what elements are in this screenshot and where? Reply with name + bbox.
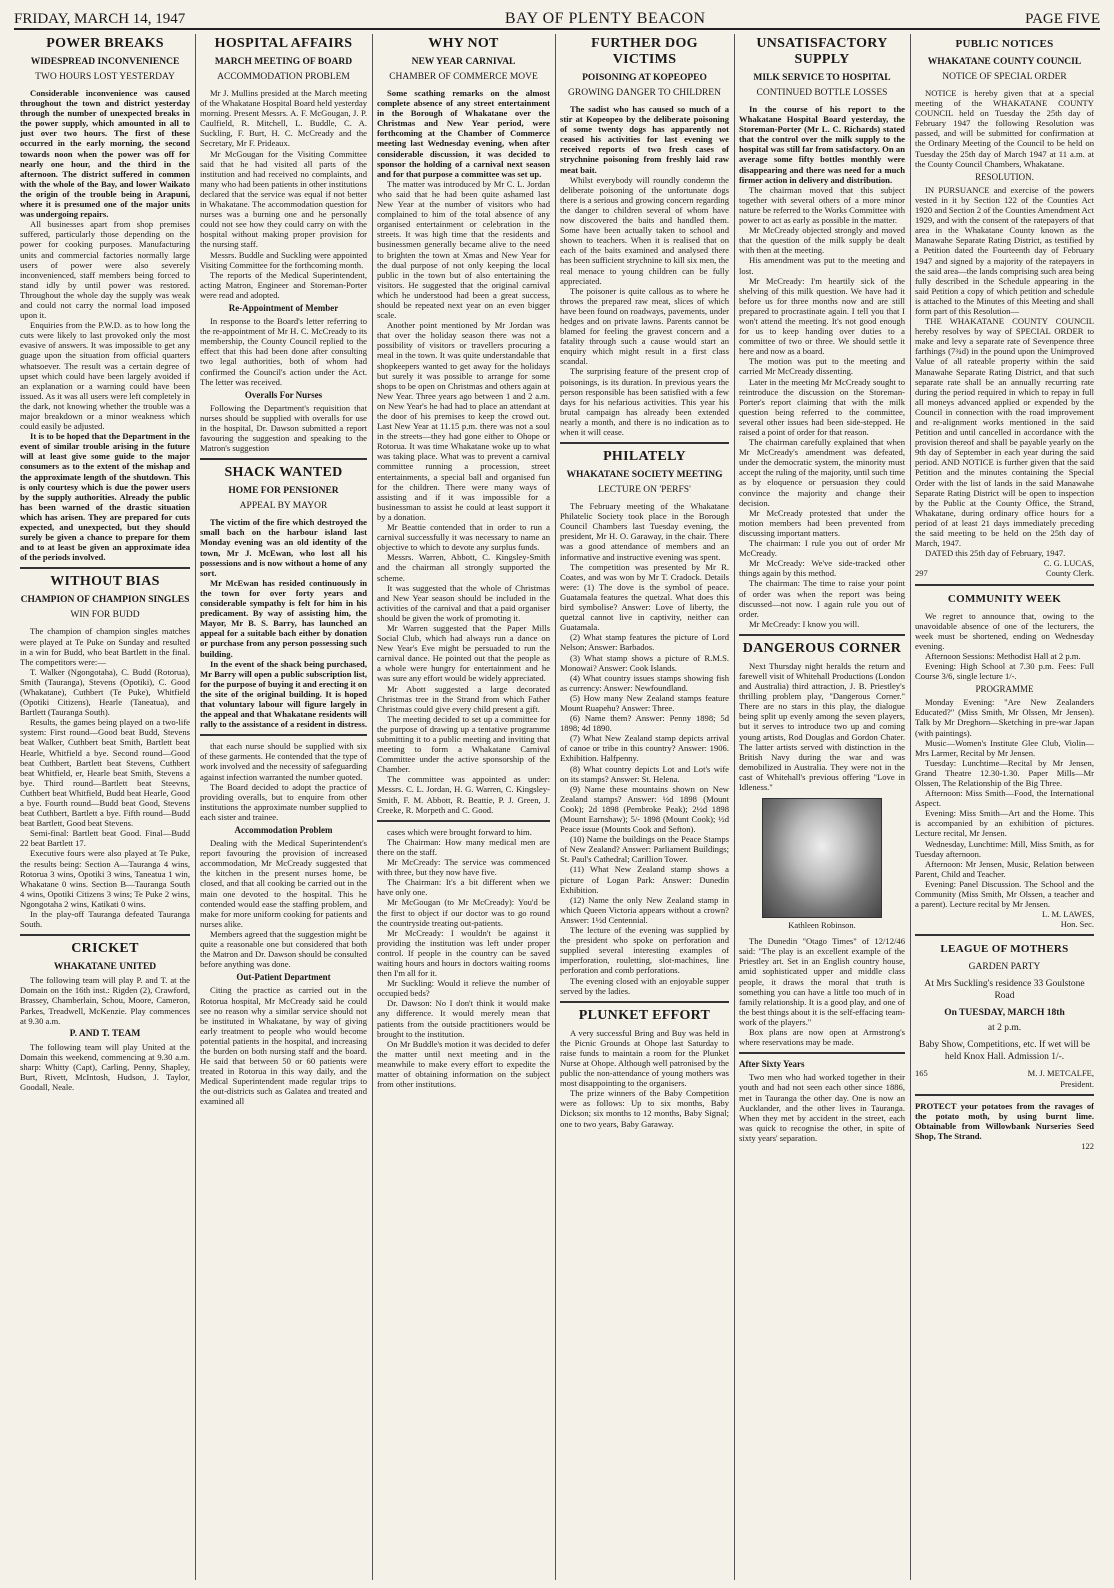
paragraph: Mr McEwan has resided continuously in the town for over forty years and considerable sympathy is felt for him in his predicament. By way of assisting him, the Mayor, Mr B. S. Barry, has launched an appeal for a suitable bach either by donation or purchase from any person possessing such building. — [200, 577, 367, 659]
paragraph: (10) Name the buildings on the Peace Stamps of New Zealand? Answer: Parliament Buildings; St. Paul's Cathedral; Carillion Tower. — [560, 834, 729, 865]
issue-date: FRIDAY, MARCH 14, 1947 — [14, 11, 186, 27]
section-head: Re-Appointment of Member — [228, 302, 339, 313]
paragraph: Afternoon: Miss Smith—Food, the International Aspect. — [915, 788, 1094, 809]
subhead: CONTINUED BOTTLE LOSSES — [756, 88, 888, 98]
paragraph: The following team will play P. and T. at the Domain on the 16th inst.: Rigden (2), Crawford, Brassey, Chamberlain, Schou, Moore, Cameron, Parkes, Treadwell, McKenzie. Play commences at 9.30 a.m. — [20, 975, 190, 1026]
column-4 — [560, 34, 729, 1582]
paragraph: Afternoon: Mr Jensen, Music, Relation between Parent, Child and Teacher. — [915, 858, 1094, 879]
paragraph: The chairman moved that this subject together with several others of a more minor nature be referred to the Works Committee with power to act as early as possible in the matter. — [739, 184, 905, 226]
paragraph: Mr McGougan for the Visiting Committee said that he had visited all parts of the institution and had received no complaints, and many who had been patients in other institutions declared that the service was equal if not better in Whakatane. The accommodation question for nurses was a burning one and he personally could not see how they could carry on with the hospital without making proper provision for the nursing staff. — [200, 148, 367, 250]
portrait-photo — [762, 798, 882, 918]
paragraph: It was suggested that the whole of Christmas and New Year season should be included in the activities of the carnival and that a paid organiser should be given the work of promoting it. — [377, 582, 550, 623]
signature-role: President. — [1060, 1078, 1094, 1089]
paragraph: THE WHAKATANE COUNTY COUNCIL hereby resolves by way of SPECIAL ORDER to make and levy a separate rate of Sevenpence three farthings (7¾d) in the pound upon the Unimproved Value of all rateable property within the said Manawahe Separate Rating District, and that such separate rate shall be an annually recurring rate during the period required in which to repay in full all moneys advanced applied or expended by the Council in connection with the road improvement and re-alignment works mentioned in the said Petition and until cancelled in accordance with the provision thereof and shall be payable yearly on the 9th day of September in each year during the said period. AND NOTICE is further given that the said Petition and the minutes containing the Special Order with the list of lands in the said Manawahe Separate Rating District will be open to inspection by the Public at the County Office, the Strand, Whakatane, during ordinary office hours for a period of at least 21 days immediately preceding the said meeting to be held on the 25th day of March, 1947. — [915, 316, 1094, 549]
signature: L. M. LAWES, — [1042, 909, 1094, 920]
paragraph: The poisoner is quite callous as to where he throws the prepared raw meat, slices of which have been found on roadways, pavements, under hedges and on private lawns. Parents cannot be blamed for feeling the gravest concern and a fatality through such a cause would start an enquiry which might result in a first class scandal. — [560, 285, 729, 367]
paragraph: (2) What stamp features the picture of Lord Nelson; Answer: Barbados. — [560, 632, 729, 653]
subhead: WHAKATANE UNITED — [53, 962, 157, 973]
paragraph: A very successful Bring and Buy was held in the Picnic Grounds at Ohope last Saturday to raise funds to maintain a room for the Plunket Nurse at Ohope. Although well patronised by the public the non-attendance of young mothers was most disappointing to the organisers. — [560, 1027, 729, 1089]
paragraph: cases which were brought forward to him. — [387, 826, 532, 837]
divider — [915, 1094, 1094, 1096]
paragraph: Mr Beattie contended that in order to run a carnival successfully it was necessary to name an objective to which to devote any surplus funds. — [377, 522, 550, 553]
paragraph: Mr McCready protested that under the motion members had been prevented from discussing important matters. — [739, 507, 905, 538]
divider — [20, 567, 190, 569]
paragraph: In the event of the shack being purchased, Mr Barry will open a public subscription list, for the purpose of buying it and erecting it on the site of the original building. It is hoped that voluntary labour will figure largely in the appeal and that Whakatane residents will rally to the assistance of a resident in distress. — [200, 658, 367, 730]
ad-number: 297 — [915, 568, 928, 579]
signature-line — [915, 1068, 1094, 1078]
paragraph: Monday Evening: "Are New Zealanders Educated?" (Miss Smith, Mr Olssen, Mr Jensen). Talk by Mr Dreghorn—Sketching in pre-war Japan (with paintings). — [915, 697, 1094, 738]
paragraph: The Board decided to adopt the practice of providing overalls, but to enquire from other institutions the approximate number supplied to each sister and trainee. — [200, 781, 367, 822]
paragraph: The champion of champion singles matches were played at Te Puke on Sunday and resulted in a win for Budd, who beat Bartlett in the final. The competitors were:— — [20, 626, 190, 667]
ad-number: 165 — [915, 1068, 928, 1079]
paragraph: Mr McCready: The service was commenced with three, but they now have five. — [377, 857, 550, 878]
event-time: at 2 p.m. — [987, 1023, 1022, 1034]
column-rule — [734, 34, 735, 1580]
subhead: WIDESPREAD INCONVENIENCE — [30, 57, 180, 67]
paragraph: Mr Warren suggested that the Paper Mills Social Club, which had always run a dance on New Year's Eve might be persuaded to run the carnival dance. He pointed out that the people as a whole were hungry for entertainment and he was sure any effort would be widely appreciated. — [377, 622, 550, 684]
divider — [560, 1001, 729, 1003]
paragraph: Mr McCready objected strongly and moved that the question of the milk supply be dealt with then at the meeting. — [739, 225, 905, 256]
paragraph: (8) What country depicts Lot and Lot's wife on its stamps? Answer: St. Helena. — [560, 763, 729, 784]
paragraph: Evening: Panel Discussion. The School and the Community (Miss Smith, Mr Olssen, a teacher and a parent). Lecture recital by Mr Jensen. — [915, 878, 1094, 910]
paragraph: The following team will play United at the Domain this weekend, commencing at 9.30 a.m. sharp: Whitty (Capt), Carling, Penny, Shapley, Burt, Rivett, McIntosh, Hudson, J. Taylor, Goodall, Neale. — [20, 1041, 190, 1093]
paragraph: Next Thursday night heralds the return and farewell visit of Whitehall Productions (London and Australia) third attraction, J. B. Priestley's thrilling problem play, "Dangerous Corner." There are no stars in this play, the dialogue being split up evenly among the seven players, but it serves to introduce two up and coming young artists, Rod Douglas and Gordon Chater. The latter artists served with distinction in the British Navy during the war and was demobilized in Australia. They were not in the cast of Whitehall's previous offering "Love in Idleness." — [739, 660, 905, 792]
divider — [739, 634, 905, 636]
paragraph: (12) Name the only New Zealand stamp in which Queen Victoria appears without a crown? Answer: 1½d Centennial. — [560, 894, 729, 925]
paragraph: Results, the games being played on a two-life system: First round—Good beat Budd, Stevens beat Walker, Cuthbert beat Smith, Bartlett beat Hearle, Whitfield a bye. Second round—Good beat Cuthbert, Bartlett beat Stevens, Cuthbert beat Whitfield, er, Hearle beat Smith, Stevens a bye. Third round—Bartlett beat Steevns, Cuthbert beat Whitfield, Budd beat Hearle, Good a bye. Fourth round—Budd beat Good, Stevens beat Cuthbert, Bartlett a bye. Fifth round—Budd beat Bartlett, Good beat Stevens. — [20, 717, 190, 829]
subhead: WIN FOR BUDD — [70, 610, 140, 621]
headline-cricket: CRICKET — [71, 941, 139, 957]
headline-league-of-mothers: LEAGUE OF MOTHERS — [940, 943, 1069, 956]
subhead: APPEAL BY MAYOR — [239, 501, 328, 512]
subhead: CHAMBER OF COMMERCE MOVE — [389, 72, 538, 82]
masthead — [14, 6, 1100, 30]
signature-line — [915, 568, 1094, 578]
paragraph: NOTICE is hereby given that at a special meeting of the WHAKATANE COUNTY COUNCIL held on Tuesday the 25th day of February 1947 the following Resolution was passed, and will be submitted for confirmation at the Ordinary Meeting of the Council to be held on Tuesday the 25th day of March 1947 at 11 a.m. at the County Council Chambers, Whakatane. — [915, 88, 1094, 169]
subhead: GROWING DANGER TO CHILDREN — [568, 88, 721, 98]
event-line: At Mrs Suckling's residence 33 Goulstone Road — [924, 979, 1085, 1002]
event-line: Baby Show, Competitions, etc. If wet will be held Knox Hall. Admission 1/-. — [919, 1040, 1090, 1063]
subhead: NOTICE OF SPECIAL ORDER — [942, 72, 1067, 82]
paragraph: DATED this 25th day of February, 1947. — [925, 548, 1066, 559]
section-head: RESOLUTION. — [975, 171, 1034, 182]
column-rule — [910, 34, 911, 1580]
paragraph: Mr McCready: I wouldn't be against it providing the institution was left under proper control. If people in the country can be saved waiting hours and hours in doctors waiting rooms then I'm all for it. — [377, 927, 550, 979]
paper-name: BAY OF PLENTY BEACON — [504, 10, 706, 27]
column-rule — [555, 34, 556, 1580]
headline-community-week: COMMUNITY WEEK — [947, 592, 1062, 605]
subhead: P. AND T. TEAM — [69, 1028, 141, 1039]
subhead: MARCH MEETING OF BOARD — [214, 57, 353, 67]
column-rule — [372, 34, 373, 1580]
paragraph: The February meeting of the Whakatane Philatelic Society took place in the Borough Council Chambers last Tuesday evening, the president, Mr H. O. Garaway, in the chair. There was a good attendance of members and an informative and instructive evening was spent. — [560, 501, 729, 562]
paragraph: The matter was introduced by Mr C. L. Jordan who said that he had been quite ashamed last New Year at the number of visitors who had complained to him of the total absence of any organised entertainment or celebration in the streets. It was high time that the residents and businessmen generally became alive to the need to brighten the town at Xmas and New Year for the dual purpose of not only keeping the local public in the town but of also entertaining the visitors. He suggested that the original carnival which he understood had been a great success, should be repeated next year on an even bigger scale. — [377, 178, 550, 321]
paragraph: Box plans are now open at Armstrong's where reservations may be made. — [739, 1027, 905, 1048]
paragraph: Wednesday, Lunchtime: Mill, Miss Smith, as for Tuesday afternoon. — [915, 838, 1094, 859]
column-rule — [195, 34, 196, 1580]
paragraph: The reports of the Medical Superintendent, acting Matron, Engineer and Storeman-Porter were read and adopted. — [200, 269, 367, 300]
divider — [20, 934, 190, 936]
subhead: CHAMPION OF CHAMPION SINGLES — [20, 595, 190, 606]
page-number: PAGE FIVE — [1025, 11, 1100, 27]
divider — [560, 442, 729, 444]
headline-power-breaks: POWER BREAKS — [46, 36, 164, 51]
headline-further-dog-victims: FURTHER DOG VICTIMS — [591, 36, 698, 67]
subhead: WHAKATANE SOCIETY MEETING — [566, 470, 723, 481]
paragraph: The committee was appointed as under: Messrs. C. L. Jordan, H. G. Warren, C. Kingsley-Smith, F. M. Abbott, R. Beattie, P. J. Green, J. Creeke, R. Morpeth and C. Good. — [377, 774, 550, 815]
paragraph: Enquiries from the P.W.D. as to how long the cuts were likely to last provoked only the most evasive of answers. It was impossible to get any guage upon the situation from official quarters whatsoever. The result was a certain degree of upset which could have been largely avoided if an explanation or a warning could have been issued. As it was all users were left completely in the dark, not knowing whether the trouble was a major breakdown or a minor weakness which could easily be adjusted. — [20, 320, 190, 432]
paragraph: IN PURSUANCE and exercise of the powers vested in it by Section 122 of the Counties Act 1920 and Section 2 of the Counties Amendment Act 1929, and with the consent of the ratepayers of that area in the Whakatane County known as the Manawahe Separate Rating District, as testified by a Petition dated the Fourteenth day of February 1947 and signed by a majority of the ratepayers in the said area—the lands comprising such area being fully described in the Schedule appearing in the said Petition a copy of which petition and schedule is attached to the Minutes of this Meeting and shall form part of this Resolution— — [915, 184, 1094, 316]
headline-plunket-effort: PLUNKET EFFORT — [578, 1007, 711, 1023]
paragraph: Dealing with the Medical Superintendent's report favouring the provision of increased accommodation, Mr McCready suggested that the kitchen in the present nurses home, be closed, and that all cooking be carried out in the main one devoted to the hospital. This he contended would ease the staffing problem, and make for more uniform cooking for patients and nurses alike. — [200, 838, 367, 929]
paragraph: Mr McCready: I'm heartily sick of the shelving of this milk question. We have had it before us for three months now and are still prepared to procrastinate again. I tell you that I won't attend the meeting. It's not good enough for us to keep handing over duties to a committee of two or three. We should settle it here and now as a board. — [739, 275, 905, 357]
paragraph: The evening closed with an enjoyable supper served by the ladies. — [560, 975, 729, 996]
paragraph: On Mr Buddle's motion it was decided to defer the matter until next meeting and in the meanwhile to make every effort to expedite the matter of obtaining information on the subject from other institutions. — [377, 1038, 550, 1090]
divider — [915, 584, 1094, 586]
paragraph: (6) Name them? Answer: Penny 1898; 5d 1898; 4d 1890. — [560, 713, 729, 734]
divider — [200, 458, 367, 460]
section-head: PROGRAMME — [975, 684, 1034, 695]
paragraph: All businesses apart from shop premises suffered, particularly those depending on the power for cooking purposes. Manufacturing units and commercial factories normally large users of power were also severely inconvenienced, staff members being forced to stand idly by until power was restored. Throughout the whole day the supply was weak and could not carry the normal load imposed upon it. — [20, 219, 190, 321]
subhead: MILK SERVICE TO HOSPITAL — [753, 73, 891, 83]
paragraph: Whilst everybody will roundly condemn the deliberate poisoning of the unfortunate dogs there is a serious and growing concern regarding the danger to children several of whom have now discovered the baits and handled them. Some have been actually taken to school and shown to teachers. When it is realised that on each of the baits examined and analysed there has been sufficient strychnine to kill six men, the real menace to young children can be fully appreciated. — [560, 174, 729, 286]
paragraph: The meeting decided to set up a committee for the purpose of drawing up a tentative programme submitting it to a public meeting and inviting that meeting to form a Whakatane Carnival Committee under the active sponsorship of the Chamber. — [377, 713, 550, 775]
paragraph: Citing the practice as carried out in the Rotorua hospital, Mr McCready said he could see no reason why a similar service should not be instituted in Whakatane, by way of giving early treatment to people who would become potential patients in the hospital, and increasing the burden on both nursing staff and the board. He said that between 50 or 60 patients were treated in Rotorua in this way daily, and the Medical Superintendent made regular trips to the out-districts such as Galatea and treated and examined all — [200, 985, 367, 1107]
paragraph: The victim of the fire which destroyed the small bach on the harbour island last Monday evening was an old identity of the town, Mr J. McEwan, who lost all his possessions and is now without a home of any sort. — [200, 517, 367, 578]
signature: M. J. METCALFE, — [1027, 1068, 1094, 1079]
paragraph: Music—Women's Institute Glee Club, Violin—Mrs Larmer, Recital by Mr Jensen. — [915, 737, 1094, 758]
paragraph: The competition was presented by Mr R. Coates, and was won by Mr T. Cradock. Details were: (1) The dove is the symbol of peace. Guatamala features the quetzal. What does this bird symbolise? Answer: Love of liberty, the quetzal cannot live in captivity, neither can Guatamala. — [560, 561, 729, 633]
section-head: Out-Patient Department — [236, 972, 331, 983]
headline-shack-wanted: SHACK WANTED — [224, 465, 343, 481]
paragraph: We regret to announce that, owing to the unavoidable absence of one of the lecturers, the week must be shortened, ending on Wednesday evening. — [915, 610, 1094, 651]
paragraph: Later in the meeting Mr McCready sought to reintroduce the discussion on the Storeman-Porter's report claiming that with the milk question being referred to the committee, several other issues had been side-stepped. He raised a point of order for that reason. — [739, 376, 905, 437]
paragraph: PROTECT your potatoes from the ravages of the potato moth, by using burnt lime. Obtainable from Willowbank Nurseries Seed Shop, The Strand. — [915, 1100, 1094, 1141]
paragraph: The motion was put to the meeting and carried Mr McCready dissenting. — [739, 356, 905, 377]
paragraph: Mr J. Mullins presided at the March meeting of the Whakatane Hospital Board held yesterday morning. Present Messrs. A. F. McGougan, J. P. Caulfield, R. Mitchell, L. Buddle, C. A. Suckling, F. Burt, H. C. McCready and the Secretary, Mr F. Prideaux. — [200, 88, 367, 149]
paragraph: The prize winners of the Baby Competition were as follows: Up to six months, Baby Dickson; six months to 12 months, Baby Signal; one to two years, Baby Garaway. — [560, 1088, 729, 1129]
signature: C. G. LUCAS, — [1043, 558, 1094, 569]
paragraph: Following the Department's requisition that nurses should be supplied with overalls for use in the hospital, Dr. Dawson submitted a report favouring the suggestion and speaking to the Matron's suggestion — [200, 402, 367, 454]
paragraph: The sadist who has caused so much of a stir at Kopeopeo by the deliberate poisoning of some twenty dogs has apparently not ceased his activities for last evening we received reports of two fresh cases of strychnine poisoning from freshly laid raw meat bait. — [560, 104, 729, 175]
subhead: ACCOMMODATION PROBLEM — [217, 72, 350, 82]
headline-philately: PHILATELY — [603, 449, 686, 465]
divider — [377, 820, 550, 822]
paragraph: (5) How many New Zealand stamps feature Mount Ruapehu? Answer: Three. — [560, 692, 729, 713]
paragraph: The chairman: I rule you out of order Mr McCready. — [739, 538, 905, 559]
event-line: GARDEN PARTY — [968, 962, 1041, 973]
column-6 — [915, 34, 1094, 1582]
divider — [200, 734, 367, 736]
subhead: TWO HOURS LOST YESTERDAY — [35, 72, 175, 82]
paragraph: Tuesday: Lunchtime—Recital by Mr Jensen, Grand Theatre 12.30-1.30. Paper Mills—Mr Olssen, The Relationship of the Big Three. — [915, 757, 1094, 788]
headline-public-notices: PUBLIC NOTICES — [955, 38, 1054, 50]
ad-number: 122 — [1081, 1140, 1094, 1151]
paragraph: The chairman carefully explained that when Mr McCready's amendment was defeated, under the democratic system, the minority must accept the ruling of the majority, until such time as by eloquence or persuasion they could convince the majority and change their decision. — [739, 437, 905, 508]
subhead: WHAKATANE COUNTY COUNCIL — [927, 57, 1082, 67]
paragraph: It is to be hoped that the Department in the event of similar trouble arising in the future will at least give some guide to the major consumers as to the extent of the mishap and the approximate length of the shutdown. This is only courtesy which is due the power users by the supply authorities. Already the public has been warned of the drastic situation which has arisen. They are prepared for cuts expected, and unexpected, but they should surely be given a chance to prepare for them and to at least be given an approximate idea of the periods involved. — [20, 431, 190, 563]
paragraph: Mr McGougan (to Mr McCready): You'd be the first to object if our doctor was to go round the countryside treating out-patients. — [377, 897, 550, 928]
paragraph: His amendment was put to the meeting and lost. — [739, 255, 905, 276]
paragraph: that each nurse should be supplied with six of these garments. He contended that the type of work involved and the necessity of safeguarding against infection warranted the number quoted. — [200, 741, 367, 782]
subhead: HOME FOR PENSIONER — [228, 486, 339, 497]
signature-role: Hon. Sec. — [1060, 919, 1094, 930]
paragraph: (11) What New Zealand stamp shows a picture of Logan Park: Answer: Dunedin Exhibition. — [560, 864, 729, 895]
paragraph: Mr McCready: I know you will. — [749, 618, 860, 629]
column-5 — [739, 34, 905, 1582]
column-3 — [377, 34, 550, 1582]
paragraph: Mr Suckling: Would it relieve the number of occupied beds? — [377, 978, 550, 999]
paragraph: In response to the Board's letter referring to the re-appointment of Mr H. C. McCready to its membership, the County Council replied to the effect that this had been done after consulting two legal authorities, both of whom had confirmed the Council's action under the Act. The letter was received. — [200, 316, 367, 387]
paragraph: The lecture of the evening was supplied by the president who spoke on perforation and supplied several interesting examples of imperforation, rouletting, slot-machines, line perforation and comb perforations. — [560, 925, 729, 976]
paragraph: Messrs. Warren, Abbott, C. Kingsley-Smith and the chairman all strongly supported the scheme. — [377, 552, 550, 583]
event-date: On TUESDAY, MARCH 18th — [944, 1008, 1065, 1019]
paragraph: The Dunedin "Otago Times" of 12/12/46 said: "The play is an excellent example of the Priestley art. Set in an English country house, amid sophisticated upper and middle class people, it draws the moral that truth is something you can have a little too much of in family relationship. It is a good play, and one of the best things about it is the self-effacing team-work of the players." — [739, 936, 905, 1027]
paragraph: The Chairman: How many medical men are there on the staff. — [377, 836, 550, 857]
paragraph: T. Walker (Ngongotaha), C. Budd (Rotorua), Smith (Tauranga), Stevens (Opotiki), C. Good (Whakatane), Cuthbert (Te Puke), Whitfield (Opotiki Citizens), Hearle (Taneatua), and Bartlett (Tauranga South). — [20, 666, 190, 718]
paragraph: Evening: High School at 7.30 p.m. Fees: Full Course 3/6, single lecture 1/-. — [915, 660, 1094, 682]
paragraph: Considerable inconvenience was caused throughout the town and district yesterday through the number of unexpected breaks in the power supply, which amounted in all to just over two hours. The first of these occurred in the early morning, the second towards noon when the power was off for nearly one hour, and the third in the afternoon. The district suffered in common with the whole of the Bay, and lower Waikato the origin of the trouble being in Arapuni, where it is presumed one of the major units was undergoing repairs. — [20, 88, 190, 220]
section-head: After Sixty Years — [739, 1059, 805, 1070]
paragraph: Some scathing remarks on the almost complete absence of any street entertainment in the Borough of Whakatane over the Christmas and New Year period, were forthcoming at the Chamber of Commerce meeting last Wednesday evening, when after considerable discussion, it was decided to sponsor the holding of a carnival next season and for that purpose a committee was set up. — [377, 88, 550, 179]
subhead: NEW YEAR CARNIVAL — [411, 57, 516, 67]
paragraph: In the course of his report to the Whakatane Hospital Board yesterday, the Storeman-Porter (Mr L. C. Richards) stated that the control over the milk supply to the hospital was still far from satisfactory. On an average some fifty bottles monthly were disappearing and there was need for a much firmer action in delivery and distribution. — [739, 104, 905, 185]
headline-dangerous-corner: DANGEROUS CORNER — [742, 640, 902, 656]
column-1 — [20, 34, 190, 1582]
paragraph: (3) What stamp shows a picture of R.M.S. Monowai? Answer: Cook Islands. — [560, 652, 729, 673]
headline-why-not: WHY NOT — [428, 36, 499, 51]
paragraph: Messrs. Buddle and Suckling were appointed Visiting Committee for the forthcoming month. — [200, 249, 367, 270]
photo-caption: Kathleen Robinson. — [788, 920, 856, 931]
paragraph: In the play-off Tauranga defeated Tauranga South. — [20, 909, 190, 930]
divider — [739, 1052, 905, 1054]
paragraph: Another point mentioned by Mr Jordan was that over the holiday season there was not a possibility of visitors or travellers procuring a meal in the town. It was quite understandable that shopkeepers wanted to get away for the holidays but surely it was possible to arrange for some shops to be open on Christmas and others again at New Year. Three years ago between 1 and 2 a.m. on New Year's he had had to place an attendant at the door of his premises to keep the crowd out. Last New Year at 11.15 p.m. there was not a soul in the streets—they had gone either to Ohope or Rotorua. It was time Whakatane woke up to what was taking place. What was to prevent a carnival committee running a procession, street entertainments, a special ball and organised fun for the children. There were many ways of assisting and if it was impossible for a businessman to assist he could at least support it by a donation. — [377, 320, 550, 522]
subhead: POISONING AT KOPEOPEO — [582, 73, 707, 83]
paragraph: Mr McCready: We've side-tracked other things again by this method. — [739, 558, 905, 579]
subhead: LECTURE ON 'PERFS' — [598, 485, 691, 496]
paragraph: (9) Name these mountains shown on New Zealand stamps? Answer: ½d 1898 (Mount Cook); 2d 1898 (Pembroke Peak); 2½d 1898 (Mount Earnshaw); 5/- 1898 (Mount Cook); ½d Peace issue (Mounts Cook and Sefton). — [560, 783, 729, 835]
paragraph: (4) What country issues stamps showing fish as currency: Answer: Newfoundland. — [560, 672, 729, 693]
paragraph: Mr Abott suggested a large decorated Christmas tree in the Strand from which Father Christmas could give every child present a gift. — [377, 683, 550, 714]
column-2 — [200, 34, 367, 1582]
paragraph: Afternoon Sessions: Methodist Hall at 2 p.m. — [925, 650, 1081, 661]
section-head: Accommodation Problem — [234, 825, 333, 835]
paragraph: The Chairman: It's a bit different when we have only one. — [377, 877, 550, 898]
signature-role: County Clerk. — [1045, 568, 1094, 579]
paragraph: Members agreed that the suggestion might be quite a reasonable one but considered that both the Matron and Dr. Dawson should be consulted before anything was done. — [200, 928, 367, 970]
paragraph: The chairman: The time to raise your point of order was when the report was being discussed—not now. I again rule you out of order. — [739, 578, 905, 619]
paragraph: Executive fours were also played at Te Puke, the results being: Section A—Tauranga 4 wins, Rotorua 3 wins, Opotiki 3 wins, Taneatua 1 win, Whakatane 0 wins. Section B—Tauranga South 4 wins, Opotiki Citizens 3 wins; Te Puke 2 wins, Ngongotaha 2 wins, Katikati 0 wins. — [20, 848, 190, 909]
headline-without-bias: WITHOUT BIAS — [50, 574, 160, 590]
paragraph: (7) What New Zealand stamp depicts arrival of canoe or tribe in this country? Answer: 1906. Exhibition. Halfpenny. — [560, 733, 729, 764]
divider — [915, 934, 1094, 936]
paragraph: Two men who had worked together in their youth and had not seen each other since 1886, met in Tauranga the other day. One is now an Aucklander, and the other lives in Tauranga. When they met by accident in the street, each was quick to recognise the other, in spite of sixty years' separation. — [739, 1072, 905, 1143]
headline-unsatisfactory-supply: UNSATISFACTORY SUPPLY — [756, 36, 888, 67]
paragraph: Evening: Miss Smith—Art and the Home. This is accompanied by an exhibition of pictures. Lecture recital, Mr Jensen. — [915, 808, 1094, 839]
section-head: Overalls For Nurses — [244, 389, 323, 400]
paragraph: Dr. Dawson: No I don't think it would make any difference. It would merely mean that patients from the outside practitioners would be brought to the institution. — [377, 998, 550, 1039]
paragraph: Semi-final: Bartlett beat Good. Final—Budd 22 beat Bartlett 17. — [20, 828, 190, 849]
paragraph: The surprising feature of the present crop of poisonings, is its duration. In previous years the person responsible has been satisfied with a few days for his nefarious activities. This year his brutal campaign has already been extended nearly a month, and there is no indication as to when it will cease. — [560, 366, 729, 437]
headline-hospital-affairs: HOSPITAL AFFAIRS — [214, 36, 353, 51]
